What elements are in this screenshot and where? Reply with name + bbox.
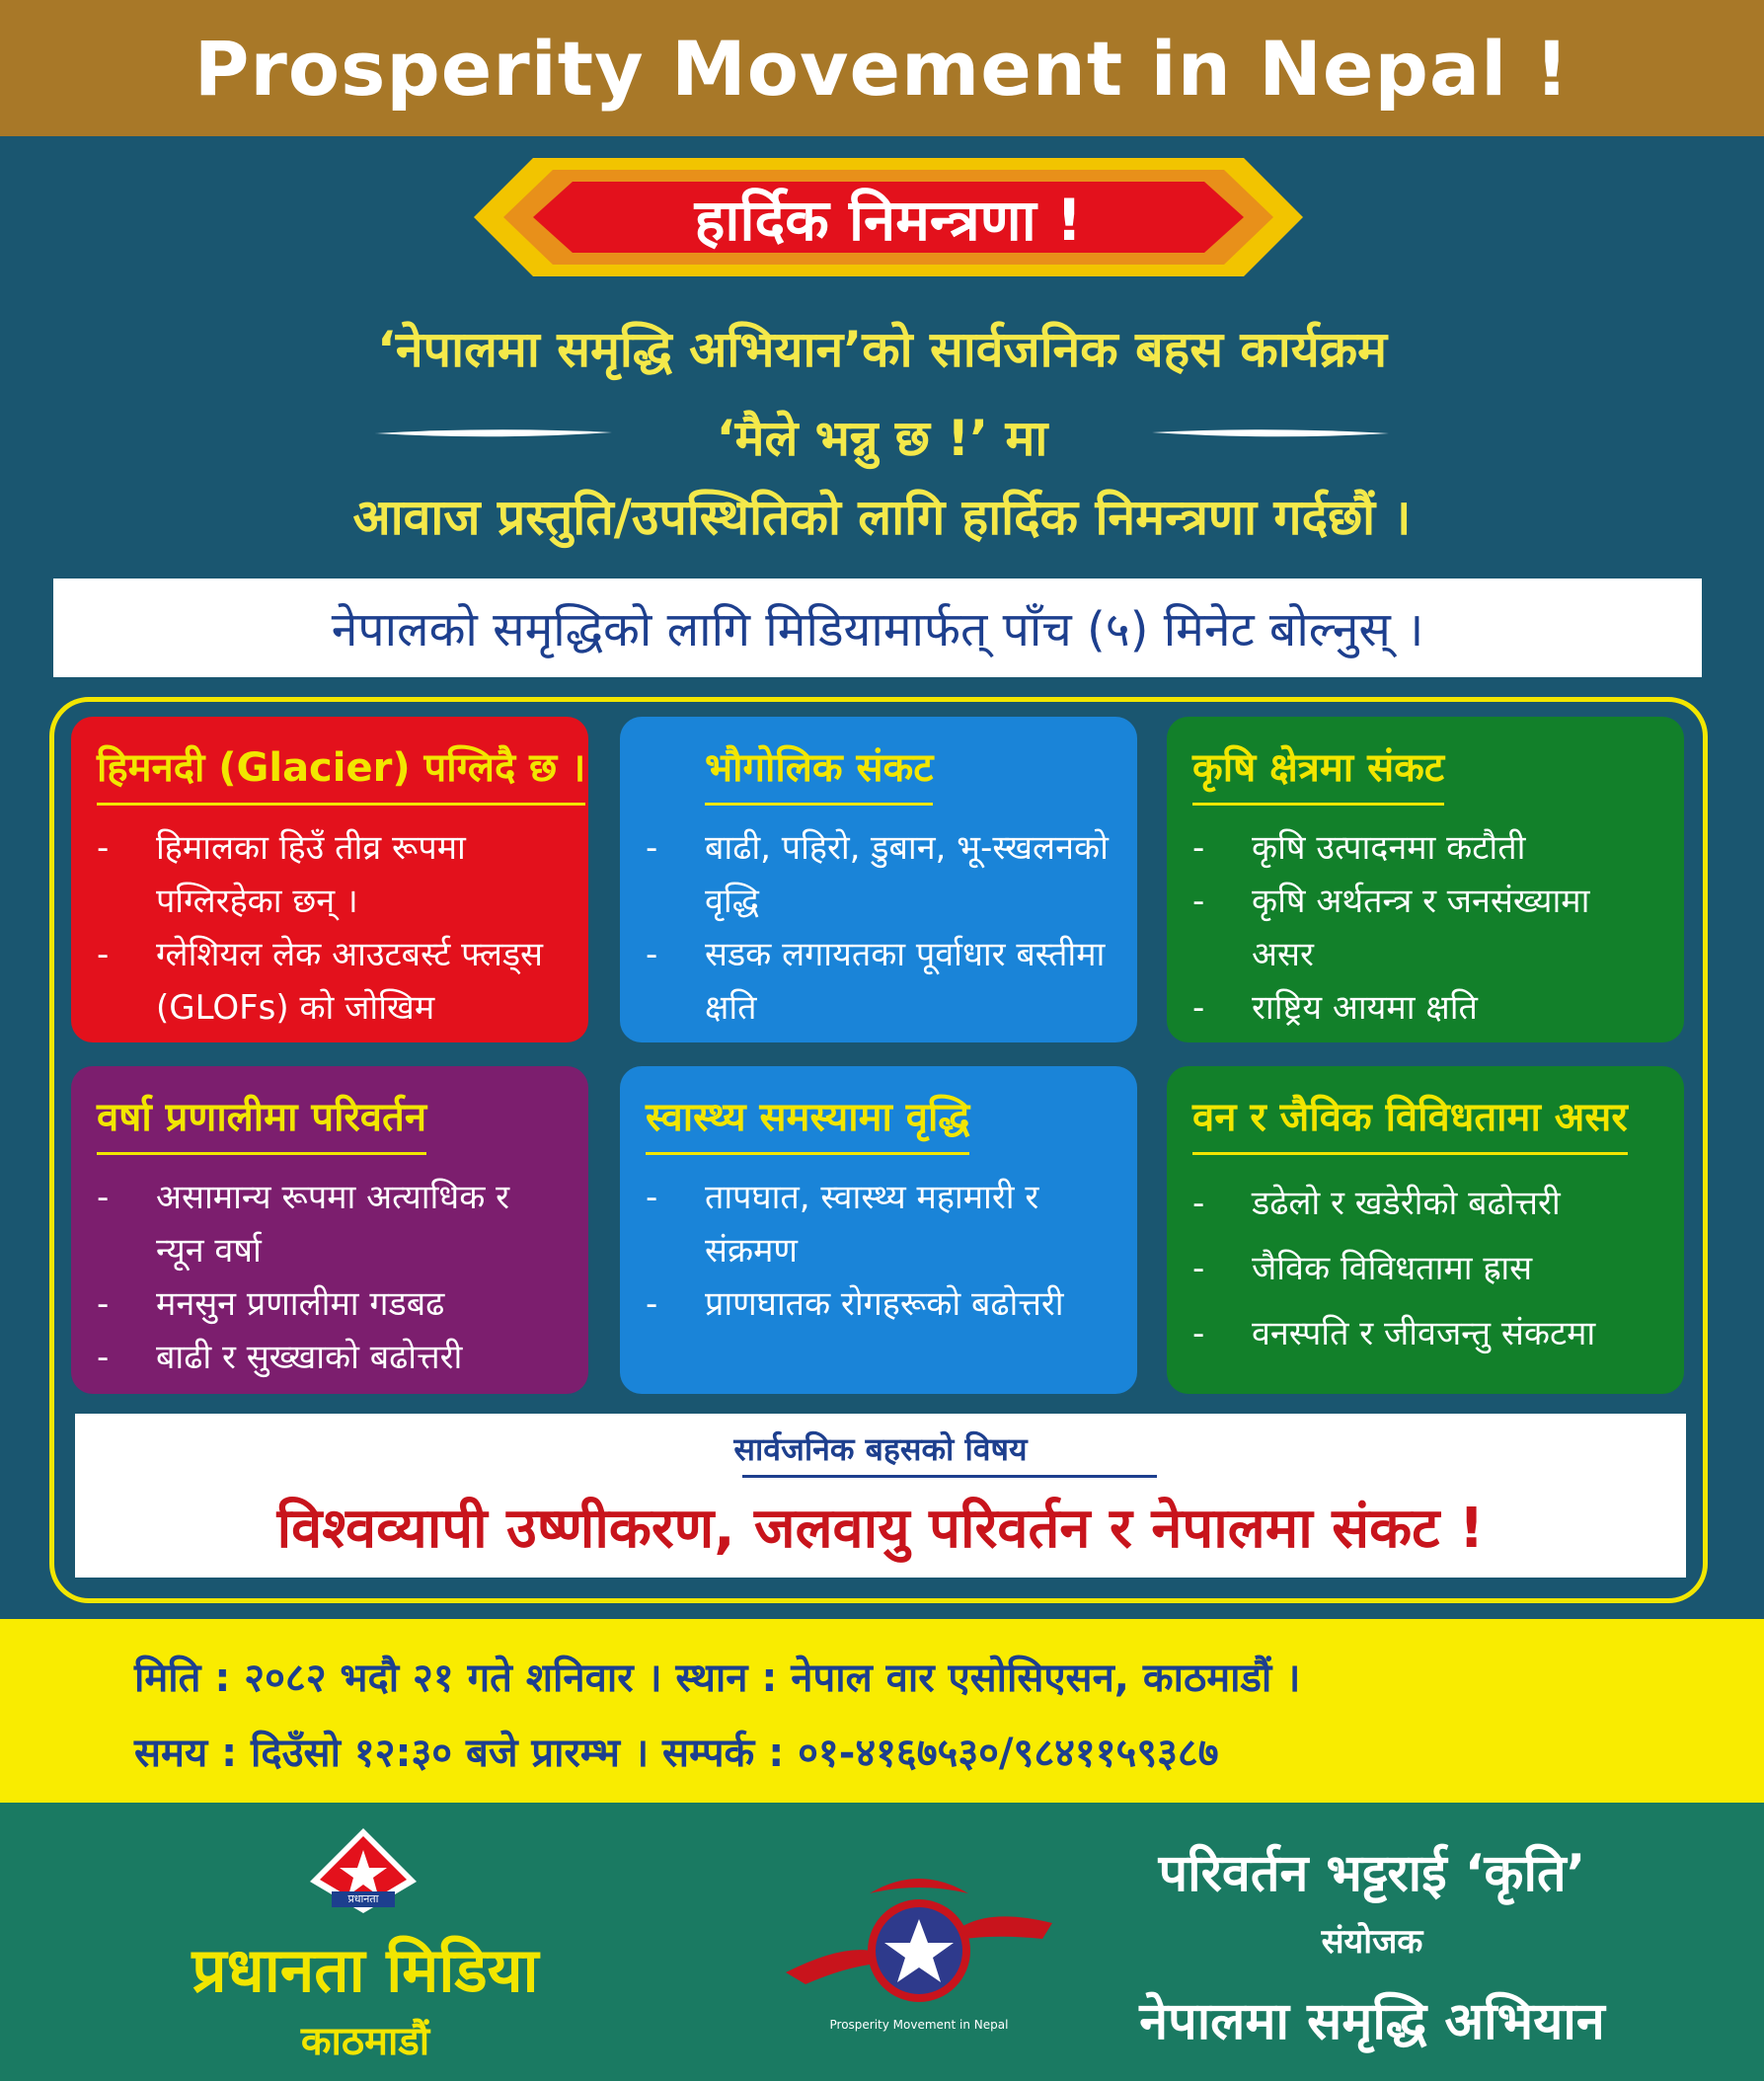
- movement-logo-icon: [776, 1864, 1062, 2051]
- list-item: - प्राणघातक रोगहरूको बढोत्तरी: [646, 1284, 1064, 1324]
- coordinator-name: परिवर्तन भट्टराई ‘कृति’: [1158, 1844, 1586, 1903]
- media-city: काठमाडौं: [300, 2019, 430, 2064]
- list-item: - जैविक विविधतामा ह्रास: [1192, 1249, 1533, 1288]
- list-item: - वनस्पति र जीवजन्तु संकटमा: [1192, 1314, 1596, 1353]
- card-title: वर्षा प्रणालीमा परिवर्तन: [97, 1088, 426, 1155]
- debate-topic-title: विश्वव्यापी उष्णीकरण, जलवायु परिवर्तन र नेपालमा संकट !: [276, 1497, 1485, 1561]
- coordinator-role: संयोजक: [1321, 1922, 1423, 1962]
- event-date-venue: मिति : २०८२ भदौ २१ गते शनिवार । स्थान : नेपाल वार एसोसिएसन, काठमाडौं ।: [134, 1656, 1301, 1701]
- speak-banner-text: नेपालको समृद्धिको लागि मिडियामार्फत् पाँच (५) मिनेट बोल्नुस् ।: [331, 601, 1424, 657]
- card-title: हिमनदी (Glacier) पग्लिदै छ ।: [97, 738, 585, 806]
- ribbon-banner: [464, 148, 1313, 286]
- card-agriculture: [1167, 717, 1684, 1042]
- swoosh-right: [1152, 426, 1389, 440]
- list-item: - राष्ट्रिय आयमा क्षति: [1192, 988, 1478, 1028]
- card-title: स्वास्थ्य समस्यामा वृद्धि: [646, 1088, 969, 1155]
- intro-line-2: ‘मैले भन्नु छ !’ मा: [716, 410, 1048, 467]
- card-title: भौगोलिक संकट: [705, 738, 933, 806]
- list-item: - बाढी र सुख्खाको बढोत्तरी: [97, 1338, 463, 1377]
- card-health: [620, 1066, 1137, 1394]
- list-item: - ग्लेशियल लेक आउटबर्स्ट फ्लड्स (GLOFs) को जोखिम: [97, 935, 544, 1028]
- card-rainfall: [71, 1066, 588, 1394]
- debate-topic-underline: [742, 1475, 1157, 1478]
- list-item: - बाढी, पहिरो, डुबान, भू-स्खलनको वृद्धि: [646, 828, 1109, 921]
- list-item: - हिमालका हिउँ तीव्र रूपमा पग्लिरहेका छन् ।: [97, 828, 466, 921]
- footer: [0, 1803, 1764, 2081]
- speak-banner: [53, 578, 1702, 677]
- debate-topic-box: [75, 1414, 1686, 1578]
- card-forest: [1167, 1066, 1684, 1394]
- movement-logo-text: Prosperity Movement in Nepal: [829, 2018, 1009, 2032]
- media-name: प्रधानता मिडिया: [192, 1934, 539, 2006]
- media-logo-text: प्रधानता: [347, 1892, 379, 1905]
- card-glacier: [71, 717, 588, 1042]
- list-item: - सडक लगायतका पूर्वाधार बस्तीमा क्षति: [646, 935, 1106, 1028]
- organization-name: नेपालमा समृद्धि अभियान: [1139, 1992, 1605, 2051]
- list-item: - कृषि अर्थतन्त्र र जनसंख्यामा असर: [1192, 882, 1590, 974]
- event-details: [0, 1619, 1764, 1803]
- star-logo-icon: [306, 1826, 421, 1915]
- intro-line-1: ‘नेपालमा समृद्धि अभियान’को सार्वजनिक बहस कार्यक्रम: [376, 321, 1388, 378]
- list-item: - असामान्य रूपमा अत्याधिक र न्यून वर्षा: [97, 1178, 510, 1271]
- intro-line-2-row: [375, 403, 1389, 472]
- card-geographic: [620, 717, 1137, 1042]
- intro-line-3: आवाज प्रस्तुति/उपस्थितिको लागि हार्दिक निमन्त्रणा गर्दछौं ।: [352, 489, 1412, 546]
- debate-topic-label: सार्वजनिक बहसको विषय: [733, 1430, 1028, 1468]
- ribbon-text: हार्दिक निमन्त्रणा !: [694, 186, 1083, 254]
- event-time-contact: समय : दिउँसो १२:३० बजे प्रारम्भ । सम्पर्क : ०१-४१६७५३०/९८४११५९३८७: [134, 1731, 1219, 1776]
- card-title: कृषि क्षेत्रमा संकट: [1192, 738, 1444, 806]
- page-title: Prosperity Movement in Nepal !: [193, 24, 1571, 113]
- list-item: - डढेलो र खडेरीको बढोत्तरी: [1192, 1184, 1561, 1223]
- list-item: - मनसुन प्रणालीमा गडबढ: [97, 1284, 445, 1324]
- top-banner: [0, 0, 1764, 136]
- card-title: वन र जैविक विविधतामा असर: [1192, 1088, 1628, 1155]
- list-item: - तापघात, स्वास्थ्य महामारी र संक्रमण: [646, 1178, 1039, 1271]
- list-item: - कृषि उत्पादनमा कटौती: [1192, 828, 1526, 868]
